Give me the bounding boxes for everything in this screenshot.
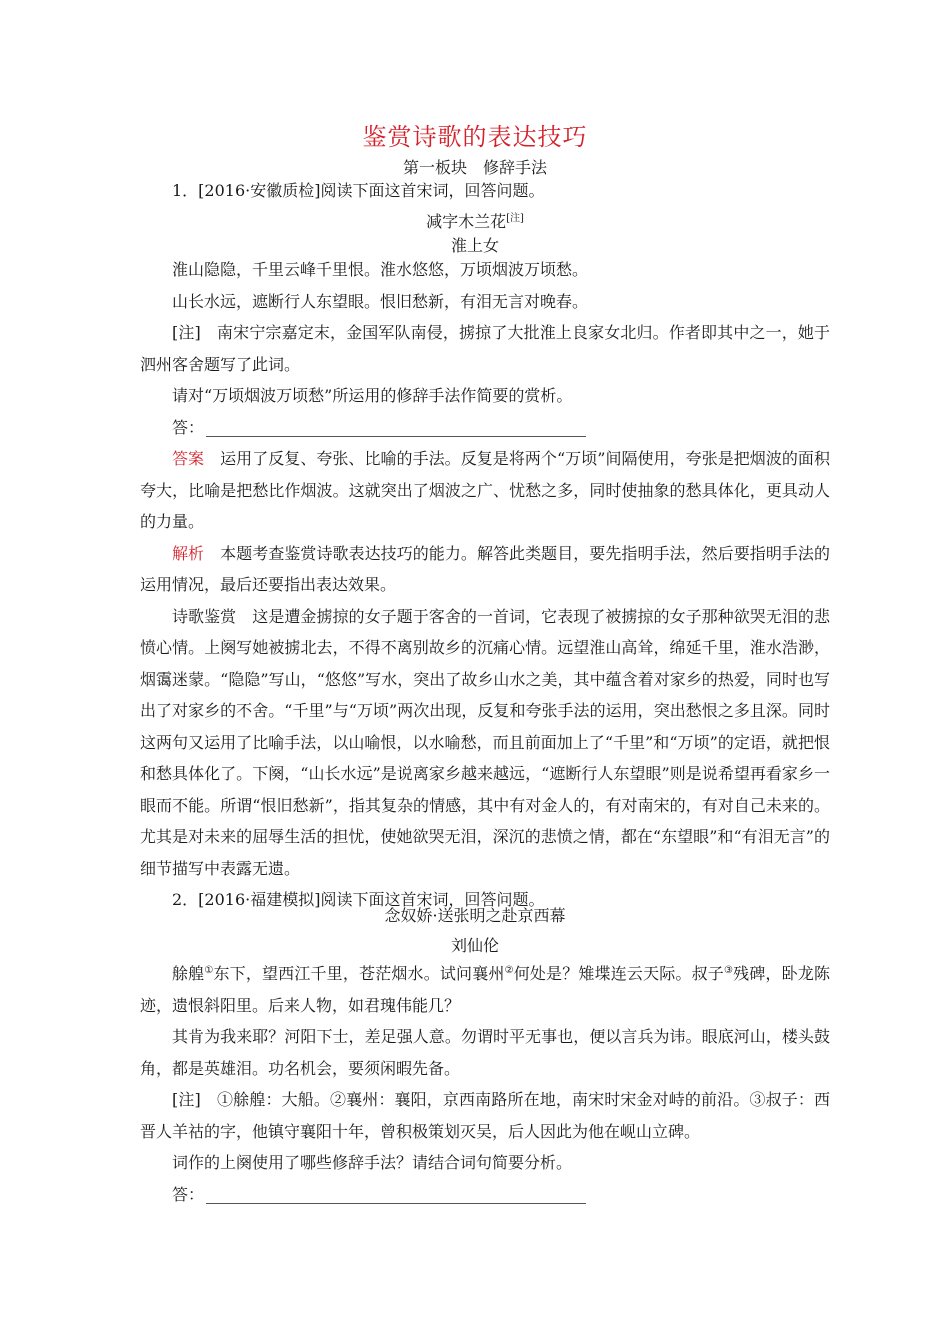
- q2-poem-title: 念奴娇·送张明之赴京西幕: [384, 906, 566, 925]
- q1-analysis-text: 本题考查鉴赏诗歌表达技巧的能力。解答此类题目，要先指明手法，然后要指明手法的运用情况，最后还要指出表达效果。: [140, 543, 830, 594]
- page-title: 鉴赏诗歌的表达技巧: [362, 123, 588, 151]
- q1-answer-area: [140, 412, 830, 444]
- q1-answer-label: 答案: [172, 449, 205, 468]
- footnote-mark: ②: [504, 965, 514, 976]
- q2-note-text: ①艅艎：大船。②襄州：襄阳，京西南路所在地，南宋时宋金对峙的前沿。③叔子：西晋人羊祜的字，他镇守襄阳十年，曾积极策划灭吴，后人因此为他在岘山立碑。: [140, 1090, 830, 1141]
- q2-note-label: [注]: [172, 1090, 201, 1109]
- q2-body: [140, 958, 830, 1210]
- q1-note-label: [注]: [172, 323, 201, 342]
- q1-appreciation-label: 诗歌鉴赏: [172, 606, 237, 626]
- section-heading: 第一板块 修辞手法: [402, 158, 547, 177]
- q2-poem-author: 刘仙伦: [450, 936, 499, 955]
- q1-poem-line: 山长水远，遮断行人东望眼。恨旧愁新，有泪无言对晚春。: [172, 291, 589, 311]
- q1-note-text: 南宋宁宗嘉定末，金国军队南侵，掳掠了大批淮上良家女北归。作者即其中之一，她于泗州客舍题写了此词。: [140, 323, 830, 374]
- q2-text: 东下，望西江千里，苍茫烟水。试问襄州: [213, 964, 505, 983]
- q1-answer-text: 运用了反复、夸张、比喻的手法。反复是将两个“万顷”间隔使用，夸张是把烟波的面积夸大，比喻是把愁比作烟波。这就突出了烟波之广、忧愁之多，同时使抽象的愁具体化，更具动人的力量。: [140, 449, 830, 531]
- q2-text: 艅艎: [172, 964, 205, 983]
- q1-answer: [140, 443, 830, 538]
- q1-note: [140, 317, 830, 380]
- q2-note: [140, 1084, 830, 1147]
- q2-question: 词作的上阕使用了哪些修辞手法？请结合词句简要分析。: [172, 1153, 573, 1172]
- q2-answer-prompt: 答：: [172, 1184, 205, 1204]
- q1-poem-author: 淮上女: [450, 236, 499, 255]
- q1-title-note-mark: [注]: [506, 213, 524, 224]
- q1-appreciation-text: 这是遭金掳掠的女子题于客舍的一首词，它表现了被掳掠的女子那种欲哭无泪的悲愤心情。上阕写她被掳北去，不得不离别故乡的沉痛心情。远望淮山高耸，绵延千里，淮水浩渺，烟霭迷蒙。“隐隐”写山，“悠悠”写水，突出了故乡山水之美，其中蕴含着对家乡的热爱，同时也写出了对家乡的不舍。“千里”与“万顷”两次出现，反复和夸张手法的运用，突出愁恨之多且深。同时这两句又运用了比喻手法，以山喻恨，以水喻愁，而且前面加上了“千里”和“万顷”的定语，就把恨和愁具体化了。下阕，“山长水远”是说离家乡越来越远，“遮断行人东望眼”则是说希望再看家乡一眼而不能。所谓“恨旧愁新”，指其复杂的情感，其中有对金人的，有对南宋的，有对自己未来的。尤其是对未来的屈辱生活的担忧，使她欲哭无泪，深沉的悲愤之情，都在“东望眼”和“有泪无言”的细节描写中表露无遗。: [140, 606, 830, 878]
- q1-appreciation: [140, 601, 830, 885]
- q1-analysis: [140, 538, 830, 601]
- q2-poem-stanza-2: 其肯为我来耶？河阳下士，差足强人意。勿谓时平无事也，便以言兵为讳。眼底河山，楼头鼓角，都是英雄泪。功名机会，要须闲暇先备。: [140, 1027, 830, 1078]
- q1-poem-line: 淮山隐隐，千里云峰千里恨。淮水悠悠，万顷烟波万顷愁。: [172, 260, 589, 279]
- q1-analysis-label: 解析: [172, 543, 205, 563]
- q1-question: 请对“万顷烟波万顷愁”所运用的修辞手法作简要的赏析。: [172, 386, 573, 405]
- q1-poem-title: 减字木兰花: [426, 212, 507, 231]
- q2-intro: 2．[2016·福建模拟]阅读下面这首宋词，回答问题。: [172, 890, 545, 909]
- q1-body: [140, 254, 830, 916]
- q1-intro: 1．[2016·安徽质检]阅读下面这首宋词，回答问题。: [172, 181, 545, 200]
- q1-answer-line[interactable]: [206, 418, 586, 437]
- q1-answer-prompt: 答：: [172, 417, 205, 437]
- q2-poem-stanza-1: [140, 958, 830, 1021]
- q2-text: 何处是？雉堞连云天际。叔子: [513, 964, 724, 983]
- footnote-mark: ③: [723, 965, 734, 976]
- question-1: [140, 175, 830, 207]
- q2-text: 残碑，卧龙陈迹，遗恨斜阳里。后来人物，如君瑰伟能几？: [140, 964, 830, 1015]
- q2-answer-line[interactable]: [206, 1185, 586, 1204]
- q2-answer-area: [140, 1179, 830, 1211]
- q1-poem-title-line: [140, 210, 810, 234]
- footnote-mark: ①: [204, 965, 214, 976]
